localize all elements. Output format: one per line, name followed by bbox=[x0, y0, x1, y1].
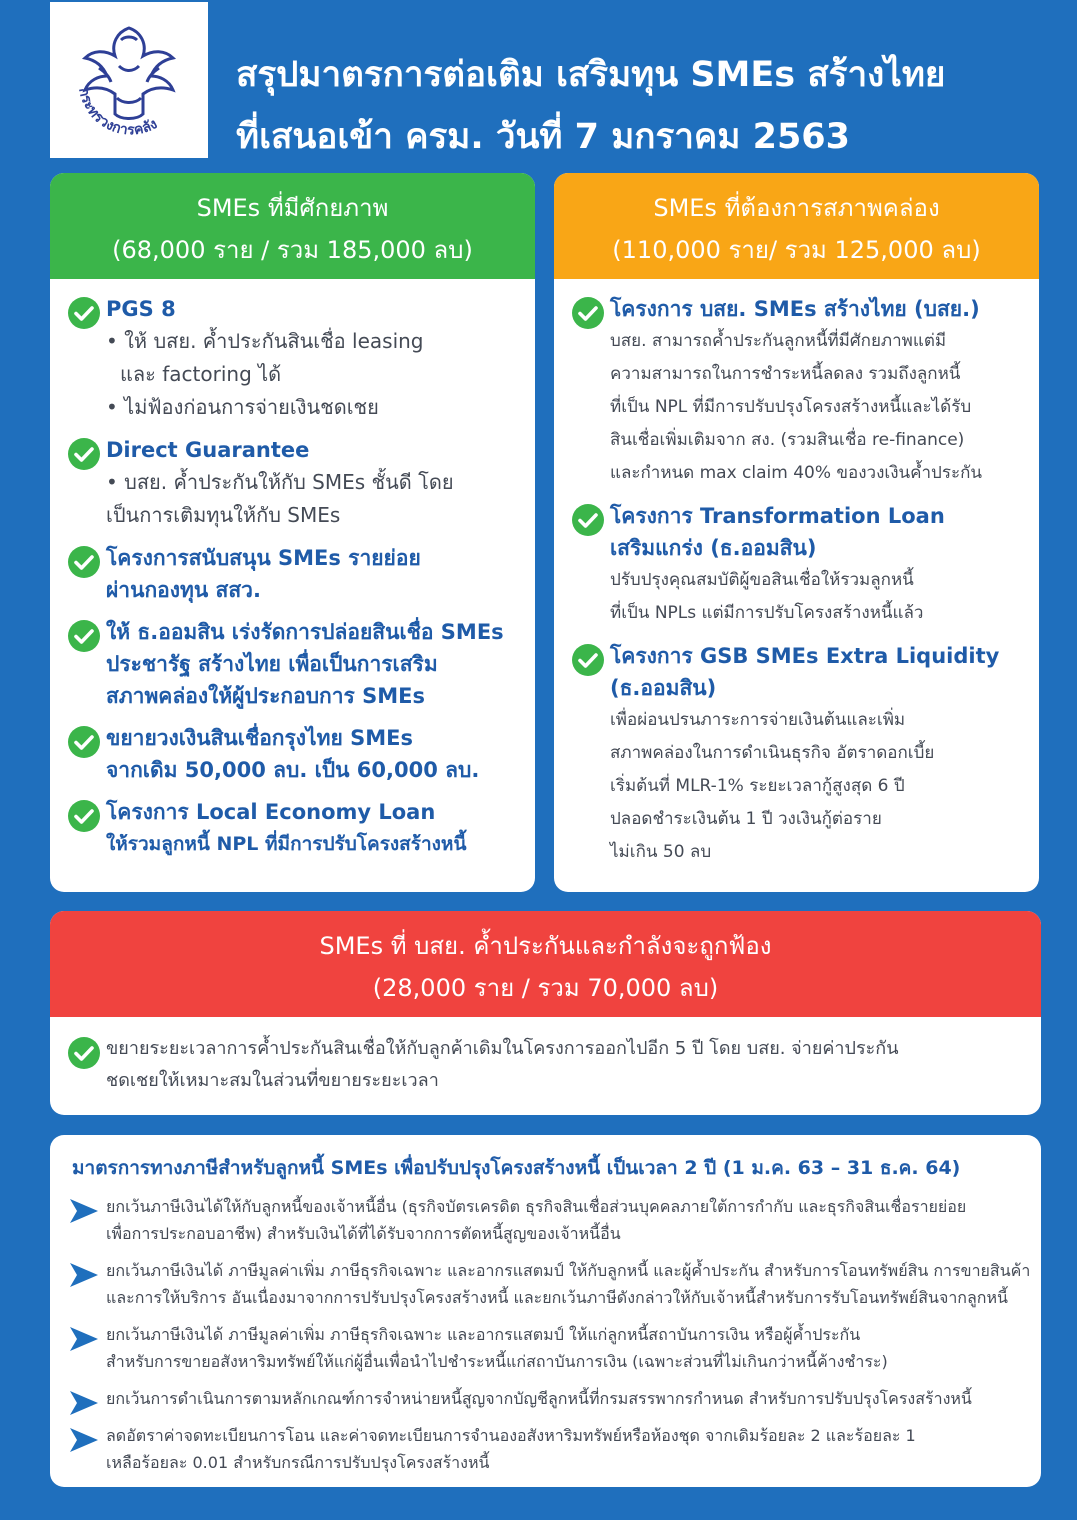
measure-item bbox=[50, 293, 535, 424]
measure-item bbox=[50, 542, 535, 606]
measure-text: และ factoring ได้ bbox=[120, 362, 282, 386]
tax-item bbox=[50, 1321, 1041, 1375]
card-subheading: (28,000 ราย / รวม 70,000 ลบ) bbox=[372, 974, 719, 1002]
measure-title: ให้ ธ.ออมสิน เร่งรัดการปล่อยสินเชื่อ SMEs bbox=[106, 620, 504, 644]
check-circle-icon bbox=[572, 644, 604, 676]
card-potential-smes bbox=[50, 173, 535, 892]
measure-title: Direct Guarantee bbox=[106, 438, 310, 462]
measure-item bbox=[554, 640, 1039, 869]
chevron-right-icon bbox=[70, 1263, 98, 1287]
tax-text: เพื่อการประกอบอาชีพ) สำหรับเงินได้ที่ได้รับจากการตัดหนี้สูญของเจ้าหนี้อื่น bbox=[106, 1224, 621, 1243]
check-circle-icon bbox=[68, 726, 100, 758]
measure-title: โครงการสนับสนุน SMEs รายย่อย bbox=[106, 546, 421, 570]
card-heading: SMEs ที่มีศักยภาพ bbox=[196, 194, 389, 222]
measure-item bbox=[50, 616, 535, 712]
card-liquidity-smes bbox=[554, 173, 1039, 892]
card-heading: SMEs ที่ต้องการสภาพคล่อง bbox=[653, 194, 940, 222]
tax-text: ลดอัตราค่าจดทะเบียนการโอน และค่าจดทะเบียนการจำนองอสังหาริมทรัพย์หรือห้องชุด จากเดิมร้อยละ 2 และร้อยละ 1 bbox=[106, 1426, 916, 1445]
check-circle-icon bbox=[68, 438, 100, 470]
tax-text: ยกเว้นภาษีเงินได้ ภาษีมูลค่าเพิ่ม ภาษีธุรกิจเฉพาะ และอากรแสตมป์ ให้แก่ลูกหนี้สถาบันการเงิน หรือผู้ค้ำประกัน bbox=[106, 1325, 861, 1344]
tax-text: สำหรับการขายอสังหาริมทรัพย์ให้แก่ผู้อื่นเพื่อนำไปชำระหนี้แก่สถาบันการเงิน (เฉพาะส่วนที่ไม่เกินกว่าหนี้ค้างชำระ) bbox=[106, 1352, 888, 1371]
card-subheading: (110,000 ราย/ รวม 125,000 ลบ) bbox=[612, 236, 981, 264]
measure-text: สินเชื่อเพิ่มเติมจาก สง. (รวมสินเชื่อ re-finance) bbox=[610, 430, 965, 450]
measure-text: ความสามารถในการชำระหนี้ลดลง รวมถึงลูกหนี้ bbox=[610, 364, 961, 384]
measure-title: ประชารัฐ สร้างไทย เพื่อเป็นการเสริม bbox=[106, 652, 438, 676]
card-header-red bbox=[50, 911, 1041, 1017]
measure-text: ชดเชยให้เหมาะสมในส่วนที่ขยายระยะเวลา bbox=[106, 1070, 439, 1091]
measure-text: ปลอดชำระเงินต้น 1 ปี วงเงินกู้ต่อราย bbox=[610, 809, 882, 829]
measure-text: ที่เป็น NPLs แต่มีการปรับโครงสร้างหนี้แล้ว bbox=[610, 603, 924, 623]
card-guaranteed-smes bbox=[50, 911, 1041, 1115]
measure-item bbox=[554, 293, 1039, 490]
measure-text: ไม่เกิน 50 ลบ bbox=[610, 842, 712, 862]
tax-section-title: มาตรการทางภาษีสำหรับลูกหนี้ SMEs เพื่อปรับปรุงโครงสร้างหนี้ เป็นเวลา 2 ปี (1 ม.ค. 63 – 31 ธ.ค. 64) bbox=[72, 1157, 961, 1179]
tax-text: ยกเว้นภาษีเงินได้ ภาษีมูลค่าเพิ่ม ภาษีธุรกิจเฉพาะ และอากรแสตมป์ ให้กับลูกหนี้ และผู้ค้ำประกัน สำหรับการโอนทรัพย์สิน การขายสินค้า bbox=[106, 1261, 1031, 1280]
chevron-right-icon bbox=[70, 1327, 98, 1351]
title-line-1: สรุปมาตรการต่อเติม เสริมทุน SMEs สร้างไทย bbox=[236, 55, 946, 95]
tax-item bbox=[50, 1193, 1041, 1247]
card-heading: SMEs ที่ บสย. ค้ำประกันและกำลังจะถูกฟ้อง bbox=[319, 932, 772, 960]
measure-title: ผ่านกองทุน สสว. bbox=[106, 578, 261, 602]
measure-text: • ให้ บสย. ค้ำประกันสินเชื่อ leasing bbox=[106, 329, 424, 353]
measure-text: ขยายระยะเวลาการค้ำประกันสินเชื่อให้กับลูกค้าเดิมในโครงการออกไปอีก 5 ปี โดย บสย. จ่ายค่าประกัน bbox=[106, 1038, 899, 1059]
measure-title: โครงการ GSB SMEs Extra Liquidity bbox=[610, 644, 1000, 668]
chevron-right-icon bbox=[70, 1391, 98, 1415]
card-subheading: (68,000 ราย / รวม 185,000 ลบ) bbox=[112, 236, 473, 264]
check-circle-icon bbox=[572, 297, 604, 329]
page-title bbox=[236, 44, 1056, 168]
measure-text: • ไม่ฟ้องก่อนการจ่ายเงินชดเชย bbox=[106, 395, 379, 419]
measure-item bbox=[50, 1033, 1041, 1097]
tax-text: และการให้บริการ อันเนื่องมาจากการปรับปรุงโครงสร้างหนี้ และยกเว้นภาษีดังกล่าวให้กับเจ้าหนี้สำหรับการรับโอนทรัพย์สินจากลูกหนี้ bbox=[106, 1288, 1008, 1307]
tax-item bbox=[50, 1385, 1041, 1412]
measure-item bbox=[554, 500, 1039, 630]
measure-title: โครงการ บสย. SMEs สร้างไทย (บสย.) bbox=[610, 297, 980, 321]
measure-text: ปรับปรุงคุณสมบัติผู้ขอสินเชื่อให้รวมลูกหนี้ bbox=[610, 570, 914, 590]
card-tax-measures bbox=[50, 1135, 1041, 1487]
measure-text: และกำหนด max claim 40% ของวงเงินค้ำประกัน bbox=[610, 463, 983, 483]
check-circle-icon bbox=[68, 1037, 100, 1069]
measure-text: เริ่มต้นที่ MLR-1% ระยะเวลากู้สูงสุด 6 ปี bbox=[610, 776, 905, 796]
measure-title: เสริมแกร่ง (ธ.ออมสิน) bbox=[610, 536, 817, 560]
measure-item bbox=[50, 796, 535, 860]
check-circle-icon bbox=[572, 504, 604, 536]
tax-text: ยกเว้นการดำเนินการตามหลักเกณฑ์การจำหน่ายหนี้สูญจากบัญชีลูกหนี้ที่กรมสรรพากรกำหนด สำหรับการปรับปรุงโครงสร้างหนี้ bbox=[106, 1389, 972, 1408]
svg-text:กระทรวงการคลัง: กระทรวงการคลัง bbox=[75, 86, 161, 139]
tax-text: เหลือร้อยละ 0.01 สำหรับกรณีการปรับปรุงโครงสร้างหนี้ bbox=[106, 1453, 490, 1472]
measure-title: สภาพคล่องให้ผู้ประกอบการ SMEs bbox=[106, 684, 425, 708]
measure-item bbox=[50, 434, 535, 532]
measure-title: ให้รวมลูกหนี้ NPL ที่มีการปรับโครงสร้างหนี้ bbox=[106, 833, 467, 855]
measure-item bbox=[50, 722, 535, 786]
title-line-2: ที่เสนอเข้า ครม. วันที่ 7 มกราคม 2563 bbox=[236, 117, 851, 157]
measure-text: สภาพคล่องในการดำเนินธุรกิจ อัตราดอกเบี้ย bbox=[610, 743, 935, 763]
measure-title: จากเดิม 50,000 ลบ. เป็น 60,000 ลบ. bbox=[106, 758, 480, 782]
measure-text: • บสย. ค้ำประกันให้กับ SMEs ชั้นดี โดย bbox=[106, 470, 454, 494]
tax-item bbox=[50, 1422, 1041, 1476]
chevron-right-icon bbox=[70, 1428, 98, 1452]
measure-title: PGS 8 bbox=[106, 297, 176, 321]
measure-text: เพื่อผ่อนปรนภาระการจ่ายเงินต้นและเพิ่ม bbox=[610, 710, 906, 730]
measure-title: ขยายวงเงินสินเชื่อกรุงไทย SMEs bbox=[106, 726, 413, 750]
measure-title: โครงการ Transformation Loan bbox=[610, 504, 945, 528]
card-header-green bbox=[50, 173, 535, 279]
measure-title: (ธ.ออมสิน) bbox=[610, 676, 717, 700]
check-circle-icon bbox=[68, 800, 100, 832]
measure-text: ที่เป็น NPL ที่มีการปรับปรุงโครงสร้างหนี้และได้รับ bbox=[610, 397, 972, 417]
tax-text: ยกเว้นภาษีเงินได้ให้กับลูกหนี้ของเจ้าหนี้อื่น (ธุรกิจบัตรเครดิต ธุรกิจสินเชื่อส่วนบุคคลภายใต้การกำกับ และธุรกิจสินเชื่อรายย่อย bbox=[106, 1197, 967, 1216]
chevron-right-icon bbox=[70, 1199, 98, 1223]
measure-text: เป็นการเติมทุนให้กับ SMEs bbox=[106, 503, 341, 527]
garuda-emblem-icon bbox=[59, 10, 199, 150]
check-circle-icon bbox=[68, 620, 100, 652]
measure-title: โครงการ Local Economy Loan bbox=[106, 800, 436, 824]
ministry-logo bbox=[50, 2, 208, 158]
check-circle-icon bbox=[68, 297, 100, 329]
card-header-orange bbox=[554, 173, 1039, 279]
check-circle-icon bbox=[68, 546, 100, 578]
tax-item bbox=[50, 1257, 1041, 1311]
measure-text: บสย. สามารถค้ำประกันลูกหนี้ที่มีศักยภาพแต่มี bbox=[610, 331, 947, 351]
